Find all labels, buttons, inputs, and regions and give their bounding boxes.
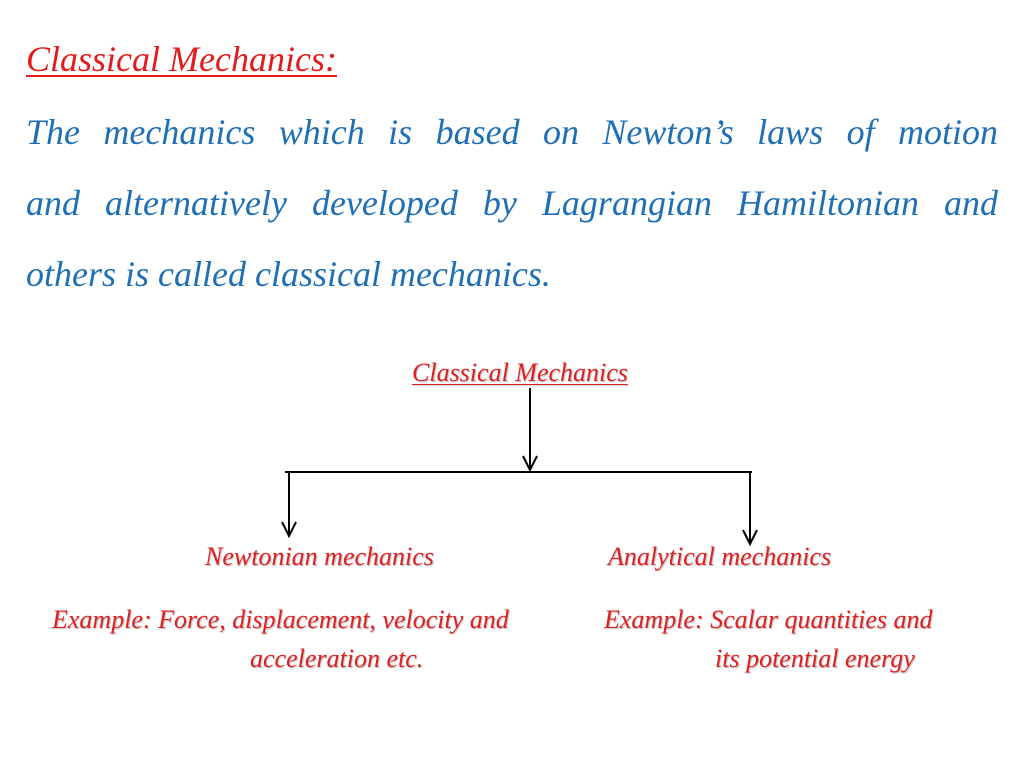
page-heading: Classical Mechanics: bbox=[26, 39, 337, 79]
definition-line-3: others is called classical mechanics. bbox=[26, 254, 551, 294]
analytical-example-line-2: its potential energy bbox=[715, 644, 915, 673]
diagram-root-label: Classical Mechanics bbox=[412, 358, 628, 387]
analytical-example-line-1: Example: Scalar quantities and bbox=[604, 605, 933, 634]
definition-line-2: and alternatively developed by Lagrangian Hamiltonian and bbox=[26, 183, 998, 223]
newtonian-example-line-2: acceleration etc. bbox=[250, 644, 424, 673]
definition-line-1: The mechanics which is based on Newton’s laws of motion bbox=[26, 112, 998, 152]
newtonian-example-line-1: Example: Force, displacement, velocity and bbox=[52, 605, 509, 634]
newtonian-mechanics-label: Newtonian mechanics bbox=[205, 542, 434, 571]
analytical-mechanics-label: Analytical mechanics bbox=[608, 542, 832, 571]
